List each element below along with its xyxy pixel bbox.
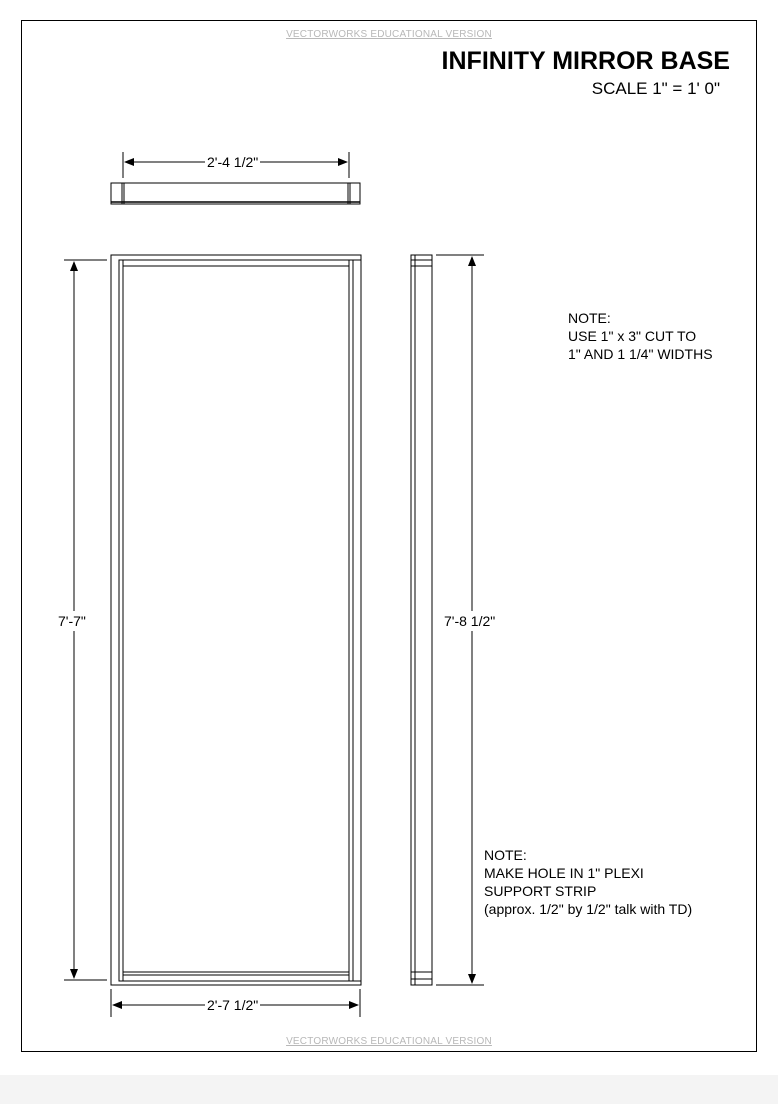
front-height-label: 7'-7" (58, 613, 86, 629)
note-line: MAKE HOLE IN 1" PLEXI (484, 865, 644, 881)
drawing-title: INFINITY MIRROR BASE (441, 47, 730, 75)
note-heading: NOTE: (484, 847, 527, 863)
note-line: SUPPORT STRIP (484, 883, 597, 899)
top-view (111, 183, 360, 204)
note-line: USE 1" x 3" CUT TO (568, 328, 697, 344)
side-view (411, 255, 432, 985)
note-cut-widths (568, 309, 713, 363)
top-width-label: 2'-4 1/2" (207, 154, 259, 170)
front-width-label: 2'-7 1/2" (207, 997, 259, 1013)
drawing-scale: SCALE 1" = 1' 0" (591, 79, 720, 98)
side-height-label: 7'-8 1/2" (444, 613, 496, 629)
watermark-bottom: VECTORWORKS EDUCATIONAL VERSION (286, 1036, 492, 1047)
note-line: (approx. 1/2" by 1/2" talk with TD) (484, 901, 693, 917)
note-line: 1" AND 1 1/4" WIDTHS (568, 346, 713, 362)
front-view (111, 255, 361, 985)
note-plexi-hole (484, 846, 692, 918)
watermark-top: VECTORWORKS EDUCATIONAL VERSION (286, 29, 492, 40)
note-heading: NOTE: (568, 310, 611, 326)
